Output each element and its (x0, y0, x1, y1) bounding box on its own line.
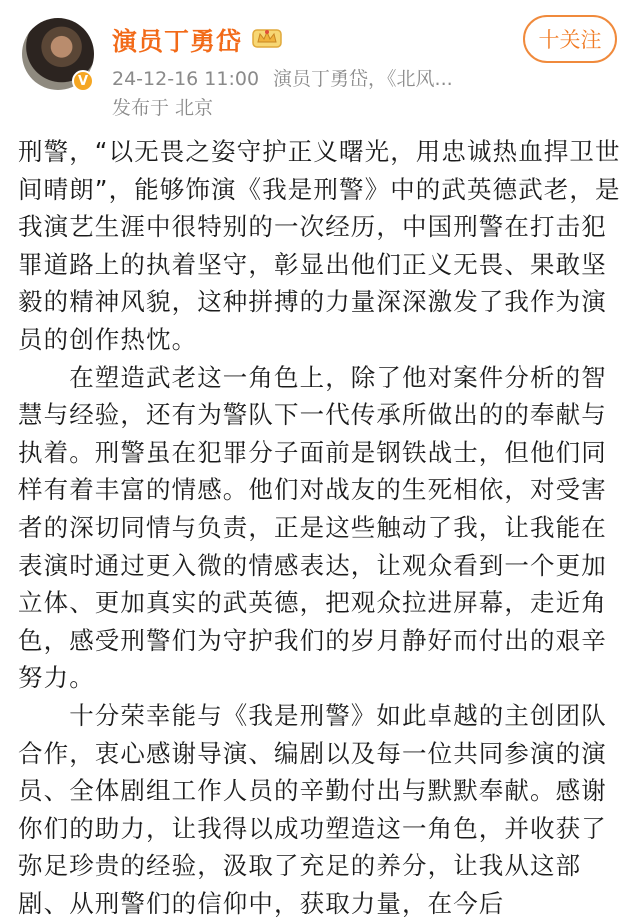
post-location: 发布于 北京 (112, 97, 214, 119)
post-meta (112, 64, 467, 91)
post-paragraph: 刑警，“以无畏之姿守护正义曙光，用忠诚热血捍卫世间晴朗”，能够饰演《我是刑警》中的武英德武老，是我演艺生涯中很特别的一次经历，中国刑警在打击犯罪道路上的执着坚守，彰显出他们正义无畏、果敢坚毅的精神风貌，这种拼搏的力量深深激发了我作为演员的创作热忱。 (18, 137, 621, 354)
verified-v-icon: V (72, 70, 94, 92)
post-header (0, 0, 636, 125)
crown-icon (250, 24, 284, 50)
post-time: 24-12-16 11:00 (112, 68, 260, 90)
follow-button[interactable]: 十关注 (523, 15, 617, 63)
post-paragraph: 在塑造武老这一角色上，除了他对案件分析的智慧与经验，还有为警队下一代传承所做出的的奉献与执着。刑警虽在犯罪分子面前是钢铁战士，但他们同样有着丰富的情感。他们对战友的生死相依，对受害者的深切同情与负责，正是这些触动了我，让我能在表演时通过更入微的情感表达，让观众看到一个更加立体、更加真实的武英德，把观众拉进屏幕，走近角色，感受刑警们为守护我们的岁月静好而付出的艰辛努力。 (18, 362, 607, 693)
post-paragraph: 十分荣幸能与《我是刑警》如此卓越的主创团队合作，衷心感谢导演、编剧以及每一位共同参演的演员、全体剧组工作人员的辛勤付出与默默奉献。感谢你们的助力，让我得以成功塑造这一角色，并收获了弥足珍贵的经验，汲取了充足的养分，让我从这部剧、从刑警们的信仰中，获取力量，在今后 (18, 700, 607, 918)
username[interactable]: 演员丁勇岱 (112, 27, 243, 56)
post-body (18, 133, 623, 922)
post-source[interactable]: 演员丁勇岱，《北风... (273, 68, 453, 90)
